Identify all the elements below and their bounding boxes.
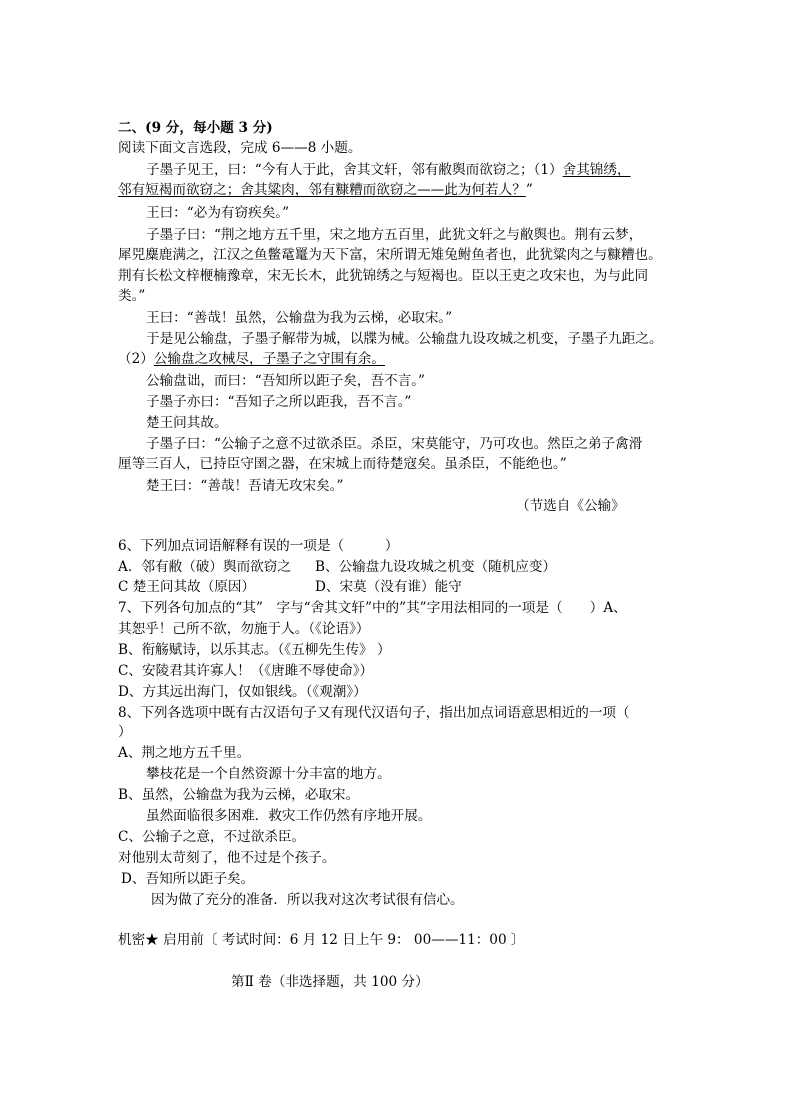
passage-paragraph-9: 子墨子曰：“公输子之意不过欲杀臣。杀臣，宋莫能守，乃可攻也。然臣之弟子禽滑 <box>146 436 643 452</box>
passage-source: （节选自《公输》 <box>516 498 625 514</box>
section-heading: 二、(9 分，每小题 3 分) <box>118 120 273 136</box>
passage-text: ” <box>525 182 533 198</box>
question-7-option-d: D、方其远出海门，仅如银线。（《观潮》） <box>118 684 367 700</box>
passage-paragraph-3-line-3: 荆有长松文梓楩楠豫章，宋无长木，此犹锦绣之与短褐也。臣以王吏之攻宋也，为与此同 <box>118 268 649 284</box>
volume-title: 第Ⅱ 卷（非选择题，共 100 分） <box>231 974 429 990</box>
question-8-option-d-modern: 因为做了充分的准备．所以我对这次考试很有信心。 <box>151 892 464 908</box>
passage-text: （2） <box>118 351 154 367</box>
question-8-option-b-modern: 虽然面临很多困难．救灾工作仍然有序地开展。 <box>146 808 432 824</box>
passage-paragraph-6: 公输盘诎，而曰：“吾知所以距子矣，吾不言。” <box>146 373 425 389</box>
question-8-option-c: C、公输子之意，不过欲杀臣。 <box>118 829 306 845</box>
passage-text: 子墨子见王，曰：“今有人于此，舍其文轩，邻有敝舆而欲窃之；（1） <box>146 162 563 178</box>
question-6-stem: 6、下列加点词语解释有误的一项是（ ） <box>118 538 399 554</box>
question-8-option-d: D、吾知所以距子矣。 <box>121 871 255 887</box>
passage-paragraph-3-line-4: 类。” <box>118 288 146 304</box>
passage-paragraph-2: 王曰：“必为有窃疾矣。” <box>146 205 290 221</box>
question-8-option-a-modern: 攀枝花是一个自然资源十分丰富的地方。 <box>146 766 391 782</box>
underlined-sentence-1: 舍其锦绣， <box>562 162 631 178</box>
question-8-option-a: A、荆之地方五千里。 <box>118 745 251 761</box>
question-8-stem: 8、下列各选项中既有古汉语句子又有现代汉语句子，指出加点词语意思相近的一项（ <box>118 705 630 721</box>
passage-paragraph-9-line-2: 厘等三百人，已持臣守圉之器，在宋城上而待楚寇矣。虽杀臣，不能绝也。” <box>118 456 567 472</box>
confidential-notice: 机密★ 启用前〔 考试时间：6 月 12 日上午 9： 00——11：00 〕 <box>118 932 525 948</box>
underlined-sentence-2: 公输盘之攻械尽，子墨子之守围有余。 <box>153 351 385 367</box>
passage-paragraph-4: 王曰：“善哉！虽然，公输盘为我为云梯，必取宋。” <box>146 310 453 326</box>
passage-paragraph-10: 楚王曰：“善哉！吾请无攻宋矣。” <box>146 478 344 494</box>
question-8-stem-cont: ） <box>118 724 132 740</box>
question-7-option-b: B、衔觞赋诗，以乐其志。（《五柳先生传》 ） <box>118 642 391 658</box>
question-8-option-b: B、虽然，公输盘为我为云梯，必取宋。 <box>118 787 360 803</box>
question-6-option-b: B、公输盘九设攻城之机变（随机应变） <box>315 559 557 575</box>
passage-paragraph-1-cont <box>118 180 533 200</box>
section-instruction: 阅读下面文言选段，完成 6——8 小题。 <box>118 140 362 156</box>
passage-paragraph-8: 楚王问其故。 <box>146 415 228 431</box>
question-6-option-a: A．邻有敝（破）舆而欲窃之 <box>118 559 291 575</box>
underlined-sentence-1-cont: 邻有短褐而欲窃之；舍其粱肉，邻有糠糟而欲窃之——此为何若人？ <box>118 182 526 198</box>
question-6-option-d: D、宋莫（没有谁）能守 <box>315 579 462 595</box>
question-7-option-a: 其恕乎！己所不欲，勿施于人。（《论语》） <box>118 621 370 637</box>
question-7-option-c: C、安陵君其许寡人！（《唐雎不辱使命》） <box>118 663 374 679</box>
passage-paragraph-1 <box>146 160 631 180</box>
passage-paragraph-5: 于是见公输盘，子墨子解带为城，以牒为械。公输盘九设攻城之机变，子墨子九距之。 <box>146 331 663 347</box>
question-7-stem: 7、下列各句加点的“其” 字与“舍其文轩”中的”其”字用法相同的一项是（ ）A、 <box>118 600 627 616</box>
passage-paragraph-5-line-2 <box>118 349 385 369</box>
passage-paragraph-3-line-2: 犀兕麋鹿满之，江汉之鱼鳖鼋鼍为天下富，宋所谓无雉兔鲋鱼者也，此犹粱肉之与糠糟也。 <box>118 247 662 263</box>
question-8-option-c-modern: 对他别太苛刻了，他不过是个孩子。 <box>118 850 336 866</box>
question-6-option-c: C 楚王问其故（原因） <box>118 579 256 595</box>
passage-paragraph-3: 子墨子曰：“荆之地方五千里，宋之地方五百里，此犹文轩之与敝舆也。荆有云梦， <box>146 227 643 243</box>
passage-paragraph-7: 子墨子亦曰：“吾知子之所以距我，吾不言。” <box>146 394 412 410</box>
